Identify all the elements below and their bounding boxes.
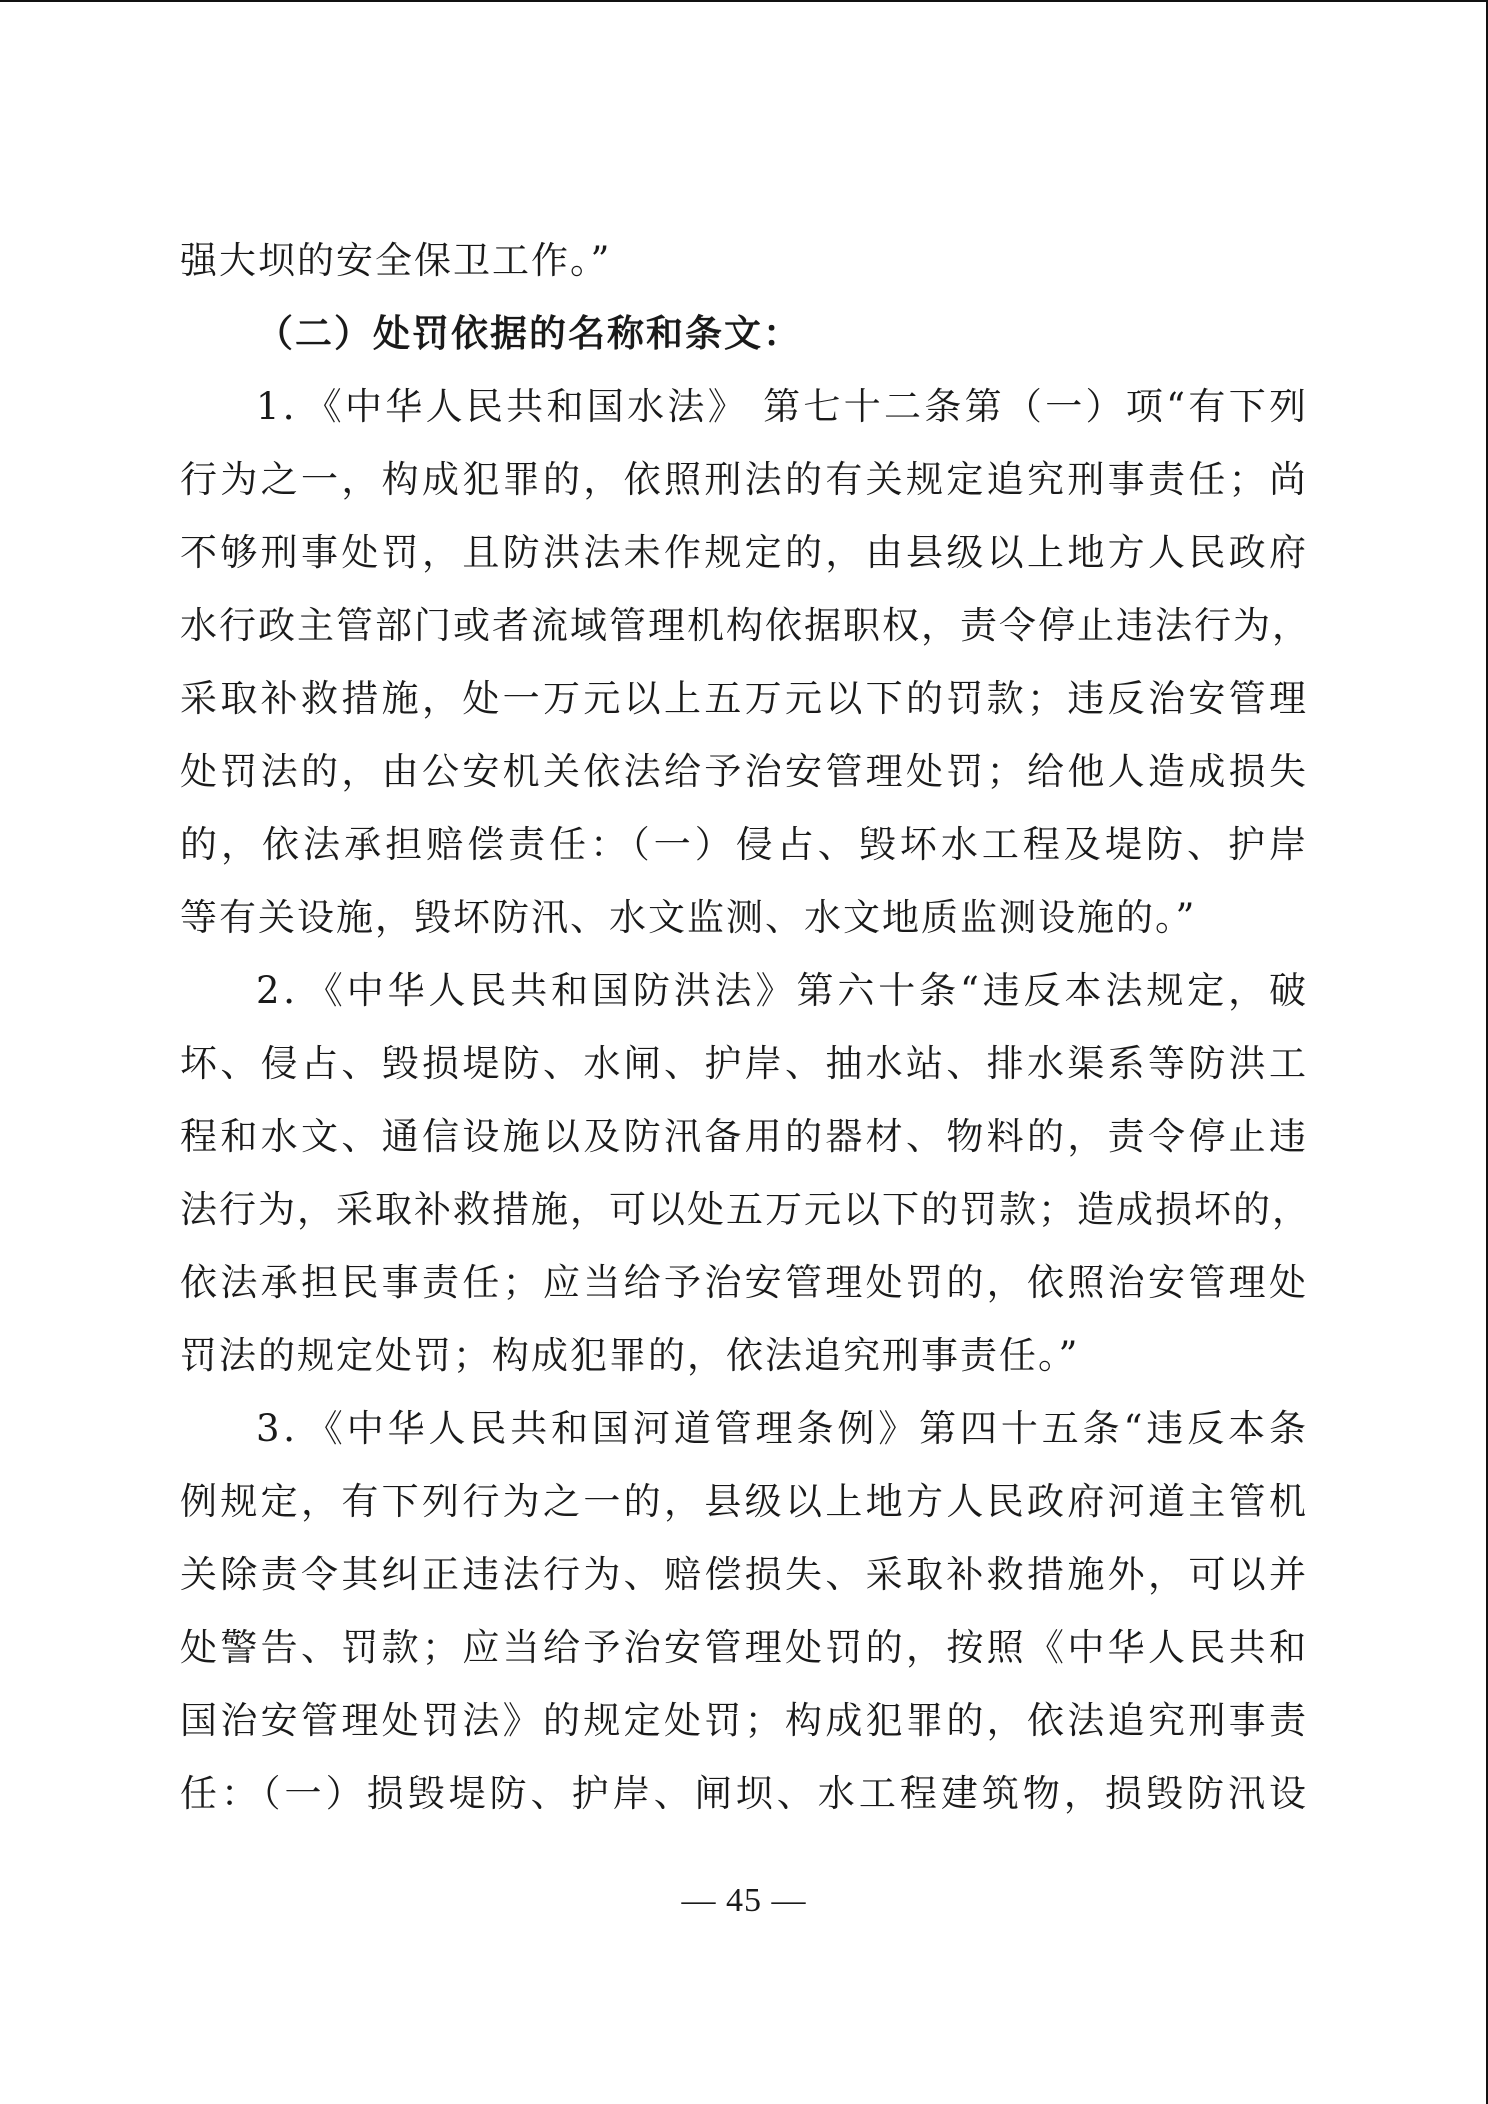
item-1-line: 水行政主管部门或者流域管理机构依据职权，责令停止违法行为， (180, 604, 1311, 647)
item-3-line: 国治安管理处罚法》的规定处罚；构成犯罪的，依法追究刑事责 (180, 1699, 1308, 1742)
item-2-line: 法行为，采取补救措施，可以处五万元以下的罚款；造成损坏的， (180, 1188, 1311, 1231)
item-1-line: 的，依法承担赔偿责任：（一）侵占、毁坏水工程及堤防、护岸 (180, 823, 1308, 866)
item-1-line: 不够刑事处罚，且防洪法未作规定的，由县级以上地方人民政府 (180, 531, 1308, 574)
body-text (180, 224, 1311, 1830)
page-number: — 45 — (681, 1882, 807, 1919)
section-heading: （二）处罚依据的名称和条文： (256, 311, 802, 355)
item-1-line: 等有关设施，毁坏防汛、水文监测、水文地质监测设施的。” (180, 896, 1197, 939)
item-2-line: 坏、侵占、毁损堤防、水闸、护岸、抽水站、排水渠系等防洪工 (180, 1042, 1308, 1085)
item-2-line: 罚法的规定处罚；构成犯罪的，依法追究刑事责任。” (180, 1334, 1080, 1377)
item-1-line: 采取补救措施，处一万元以上五万元以下的罚款；违反治安管理 (180, 677, 1308, 720)
continuation-line: 强大坝的安全保卫工作。” (180, 239, 612, 282)
item-2-line: 程和水文、通信设施以及防汛备用的器材、物料的，责令停止违 (180, 1115, 1308, 1158)
item-1-line: 处罚法的，由公安机关依法给予治安管理处罚；给他人造成损失 (180, 750, 1308, 793)
item-3-line: 3．《中华人民共和国河道管理条例》第四十五条“违反本条 (256, 1407, 1308, 1450)
item-2-line: 依法承担民事责任；应当给予治安管理处罚的，依照治安管理处 (180, 1261, 1308, 1304)
item-2-line: 2．《中华人民共和国防洪法》第六十条“违反本法规定，破 (256, 969, 1308, 1012)
item-1-line: 行为之一，构成犯罪的，依照刑法的有关规定追究刑事责任；尚 (180, 458, 1308, 501)
item-1-line: 1．《中华人民共和国水法》 第七十二条第（一）项“有下列 (256, 385, 1308, 428)
item-3-line: 关除责令其纠正违法行为、赔偿损失、采取补救措施外，可以并 (180, 1553, 1308, 1596)
item-3-line: 例规定，有下列行为之一的，县级以上地方人民政府河道主管机 (180, 1480, 1308, 1523)
item-3-line: 处警告、罚款；应当给予治安管理处罚的，按照《中华人民共和 (180, 1626, 1308, 1669)
item-3-line: 任：（一）损毁堤防、护岸、闸坝、水工程建筑物，损毁防汛设 (180, 1772, 1308, 1815)
